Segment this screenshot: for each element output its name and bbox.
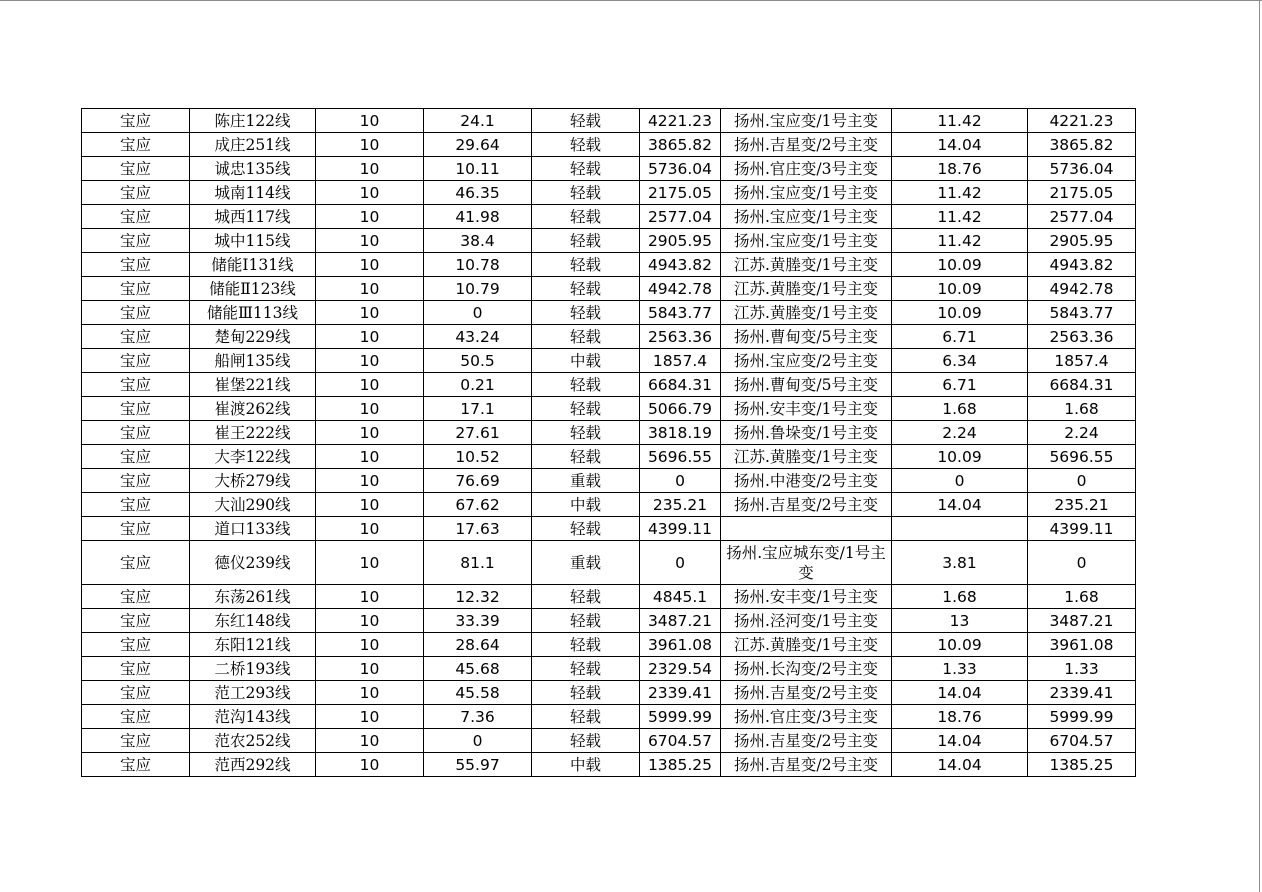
voltage-cell: 10 xyxy=(316,681,424,705)
table-row xyxy=(82,657,1136,681)
load-status-cell: 轻载 xyxy=(532,205,640,229)
voltage-cell: 10 xyxy=(316,541,424,585)
table-row xyxy=(82,373,1136,397)
region-cell: 宝应 xyxy=(82,253,190,277)
transformer-cell: 扬州.安丰变/1号主变 xyxy=(721,585,892,609)
available-capacity-cell: 2577.04 xyxy=(1028,205,1136,229)
line-name-cell: 城中115线 xyxy=(190,229,316,253)
load-status-cell: 轻载 xyxy=(532,705,640,729)
available-capacity-cell: 4943.82 xyxy=(1028,253,1136,277)
transformer-cell: 扬州.吉星变/2号主变 xyxy=(721,729,892,753)
region-cell: 宝应 xyxy=(82,181,190,205)
load-rate-cell: 33.39 xyxy=(424,609,532,633)
table-row xyxy=(82,109,1136,133)
transformer-value-cell: 14.04 xyxy=(892,133,1028,157)
load-status-cell: 重载 xyxy=(532,469,640,493)
load-rate-cell: 50.5 xyxy=(424,349,532,373)
page-border-top xyxy=(0,0,1262,1)
transformer-cell: 扬州.宝应变/1号主变 xyxy=(721,109,892,133)
transformer-cell: 扬州.曹甸变/5号主变 xyxy=(721,325,892,349)
line-name-cell: 二桥193线 xyxy=(190,657,316,681)
available-capacity-cell: 1.33 xyxy=(1028,657,1136,681)
capacity-cell: 0 xyxy=(640,541,721,585)
voltage-cell: 10 xyxy=(316,493,424,517)
transformer-cell: 扬州.宝应变/1号主变 xyxy=(721,205,892,229)
table-row xyxy=(82,541,1136,585)
region-cell: 宝应 xyxy=(82,373,190,397)
line-name-cell: 储能Ⅰ131线 xyxy=(190,253,316,277)
transformer-cell: 扬州.曹甸变/5号主变 xyxy=(721,373,892,397)
load-rate-cell: 0.21 xyxy=(424,373,532,397)
transformer-cell xyxy=(721,517,892,541)
transformer-cell: 扬州.吉星变/2号主变 xyxy=(721,681,892,705)
region-cell: 宝应 xyxy=(82,681,190,705)
load-status-cell: 轻载 xyxy=(532,109,640,133)
load-rate-cell: 28.64 xyxy=(424,633,532,657)
table-row xyxy=(82,301,1136,325)
region-cell: 宝应 xyxy=(82,729,190,753)
transformer-cell: 江苏.黄塍变/1号主变 xyxy=(721,301,892,325)
capacity-cell: 3865.82 xyxy=(640,133,721,157)
region-cell: 宝应 xyxy=(82,705,190,729)
capacity-cell: 3961.08 xyxy=(640,633,721,657)
region-cell: 宝应 xyxy=(82,277,190,301)
table-row xyxy=(82,633,1136,657)
available-capacity-cell: 6684.31 xyxy=(1028,373,1136,397)
voltage-cell: 10 xyxy=(316,229,424,253)
transformer-value-cell: 6.71 xyxy=(892,325,1028,349)
available-capacity-cell: 4399.11 xyxy=(1028,517,1136,541)
transformer-value-cell: 10.09 xyxy=(892,253,1028,277)
region-cell: 宝应 xyxy=(82,493,190,517)
capacity-cell: 5999.99 xyxy=(640,705,721,729)
line-name-cell: 崔堡221线 xyxy=(190,373,316,397)
transformer-value-cell: 0 xyxy=(892,469,1028,493)
table-row xyxy=(82,681,1136,705)
voltage-cell: 10 xyxy=(316,157,424,181)
transformer-value-cell: 10.09 xyxy=(892,633,1028,657)
line-name-cell: 东荡261线 xyxy=(190,585,316,609)
capacity-cell: 2577.04 xyxy=(640,205,721,229)
transformer-cell: 江苏.黄塍变/1号主变 xyxy=(721,277,892,301)
available-capacity-cell: 1385.25 xyxy=(1028,753,1136,777)
capacity-cell: 1385.25 xyxy=(640,753,721,777)
transformer-cell: 扬州.官庄变/3号主变 xyxy=(721,157,892,181)
load-rate-cell: 0 xyxy=(424,729,532,753)
table-row xyxy=(82,729,1136,753)
line-name-cell: 诚忠135线 xyxy=(190,157,316,181)
line-name-cell: 大李122线 xyxy=(190,445,316,469)
transformer-cell: 扬州.官庄变/3号主变 xyxy=(721,705,892,729)
load-rate-cell: 10.11 xyxy=(424,157,532,181)
voltage-cell: 10 xyxy=(316,397,424,421)
load-rate-cell: 17.1 xyxy=(424,397,532,421)
table-row xyxy=(82,517,1136,541)
available-capacity-cell: 0 xyxy=(1028,541,1136,585)
table-row xyxy=(82,277,1136,301)
transformer-value-cell: 14.04 xyxy=(892,493,1028,517)
line-name-cell: 东红148线 xyxy=(190,609,316,633)
region-cell: 宝应 xyxy=(82,469,190,493)
transformer-value-cell: 11.42 xyxy=(892,181,1028,205)
capacity-cell: 4221.23 xyxy=(640,109,721,133)
voltage-cell: 10 xyxy=(316,181,424,205)
load-status-cell: 轻载 xyxy=(532,517,640,541)
load-status-cell: 轻载 xyxy=(532,229,640,253)
region-cell: 宝应 xyxy=(82,325,190,349)
load-rate-cell: 10.78 xyxy=(424,253,532,277)
load-status-cell: 轻载 xyxy=(532,397,640,421)
line-name-cell: 范农252线 xyxy=(190,729,316,753)
table-row xyxy=(82,157,1136,181)
line-name-cell: 崔渡262线 xyxy=(190,397,316,421)
table-body xyxy=(82,109,1136,777)
available-capacity-cell: 4221.23 xyxy=(1028,109,1136,133)
transformer-cell: 江苏.黄塍变/1号主变 xyxy=(721,445,892,469)
table-row xyxy=(82,705,1136,729)
capacity-cell: 4399.11 xyxy=(640,517,721,541)
voltage-cell: 10 xyxy=(316,609,424,633)
region-cell: 宝应 xyxy=(82,517,190,541)
available-capacity-cell: 3961.08 xyxy=(1028,633,1136,657)
load-rate-cell: 17.63 xyxy=(424,517,532,541)
line-name-cell: 城西117线 xyxy=(190,205,316,229)
available-capacity-cell: 2175.05 xyxy=(1028,181,1136,205)
capacity-cell: 4943.82 xyxy=(640,253,721,277)
load-rate-cell: 7.36 xyxy=(424,705,532,729)
voltage-cell: 10 xyxy=(316,633,424,657)
region-cell: 宝应 xyxy=(82,397,190,421)
capacity-cell: 6684.31 xyxy=(640,373,721,397)
load-rate-cell: 27.61 xyxy=(424,421,532,445)
load-status-cell: 轻载 xyxy=(532,301,640,325)
line-name-cell: 楚甸229线 xyxy=(190,325,316,349)
load-status-cell: 轻载 xyxy=(532,421,640,445)
region-cell: 宝应 xyxy=(82,657,190,681)
table-row xyxy=(82,253,1136,277)
available-capacity-cell: 3487.21 xyxy=(1028,609,1136,633)
table-row xyxy=(82,421,1136,445)
transformer-value-cell: 18.76 xyxy=(892,157,1028,181)
load-rate-cell: 0 xyxy=(424,301,532,325)
transformer-cell: 江苏.黄塍变/1号主变 xyxy=(721,633,892,657)
voltage-cell: 10 xyxy=(316,133,424,157)
transformer-value-cell: 1.68 xyxy=(892,397,1028,421)
region-cell: 宝应 xyxy=(82,445,190,469)
line-name-cell: 德仪239线 xyxy=(190,541,316,585)
transformer-cell: 扬州.宝应城东变/1号主变 xyxy=(721,541,892,585)
available-capacity-cell: 3865.82 xyxy=(1028,133,1136,157)
available-capacity-cell: 5999.99 xyxy=(1028,705,1136,729)
load-rate-cell: 38.4 xyxy=(424,229,532,253)
line-name-cell: 储能Ⅲ113线 xyxy=(190,301,316,325)
load-status-cell: 轻载 xyxy=(532,373,640,397)
available-capacity-cell: 4942.78 xyxy=(1028,277,1136,301)
table-row xyxy=(82,585,1136,609)
region-cell: 宝应 xyxy=(82,609,190,633)
load-rate-cell: 55.97 xyxy=(424,753,532,777)
load-rate-cell: 76.69 xyxy=(424,469,532,493)
transformer-value-cell: 18.76 xyxy=(892,705,1028,729)
data-table xyxy=(81,108,1136,777)
transformer-value-cell: 10.09 xyxy=(892,277,1028,301)
transformer-cell: 扬州.吉星变/2号主变 xyxy=(721,493,892,517)
capacity-cell: 5066.79 xyxy=(640,397,721,421)
line-name-cell: 大桥279线 xyxy=(190,469,316,493)
transformer-value-cell: 14.04 xyxy=(892,753,1028,777)
load-rate-cell: 81.1 xyxy=(424,541,532,585)
load-status-cell: 轻载 xyxy=(532,609,640,633)
voltage-cell: 10 xyxy=(316,349,424,373)
region-cell: 宝应 xyxy=(82,753,190,777)
load-status-cell: 轻载 xyxy=(532,157,640,181)
voltage-cell: 10 xyxy=(316,253,424,277)
load-status-cell: 轻载 xyxy=(532,657,640,681)
load-rate-cell: 10.79 xyxy=(424,277,532,301)
load-status-cell: 轻载 xyxy=(532,133,640,157)
voltage-cell: 10 xyxy=(316,657,424,681)
load-rate-cell: 67.62 xyxy=(424,493,532,517)
capacity-cell: 4942.78 xyxy=(640,277,721,301)
capacity-cell: 2329.54 xyxy=(640,657,721,681)
line-name-cell: 范沟143线 xyxy=(190,705,316,729)
table-row xyxy=(82,469,1136,493)
table-row xyxy=(82,397,1136,421)
available-capacity-cell: 2339.41 xyxy=(1028,681,1136,705)
voltage-cell: 10 xyxy=(316,517,424,541)
region-cell: 宝应 xyxy=(82,301,190,325)
transformer-value-cell: 6.71 xyxy=(892,373,1028,397)
available-capacity-cell: 2905.95 xyxy=(1028,229,1136,253)
load-status-cell: 轻载 xyxy=(532,325,640,349)
voltage-cell: 10 xyxy=(316,373,424,397)
table-row xyxy=(82,205,1136,229)
load-rate-cell: 29.64 xyxy=(424,133,532,157)
capacity-cell: 2175.05 xyxy=(640,181,721,205)
transformer-value-cell: 14.04 xyxy=(892,681,1028,705)
transformer-value-cell: 13 xyxy=(892,609,1028,633)
line-name-cell: 东阳121线 xyxy=(190,633,316,657)
transformer-value-cell: 3.81 xyxy=(892,541,1028,585)
line-name-cell: 储能Ⅱ123线 xyxy=(190,277,316,301)
load-rate-cell: 45.58 xyxy=(424,681,532,705)
transformer-value-cell: 11.42 xyxy=(892,109,1028,133)
page-border-right xyxy=(1259,0,1260,892)
voltage-cell: 10 xyxy=(316,205,424,229)
line-name-cell: 道口133线 xyxy=(190,517,316,541)
available-capacity-cell: 0 xyxy=(1028,469,1136,493)
load-rate-cell: 41.98 xyxy=(424,205,532,229)
region-cell: 宝应 xyxy=(82,585,190,609)
region-cell: 宝应 xyxy=(82,157,190,181)
available-capacity-cell: 2.24 xyxy=(1028,421,1136,445)
voltage-cell: 10 xyxy=(316,277,424,301)
transformer-value-cell: 1.68 xyxy=(892,585,1028,609)
load-rate-cell: 12.32 xyxy=(424,585,532,609)
transformer-cell: 扬州.吉星变/2号主变 xyxy=(721,133,892,157)
available-capacity-cell: 5736.04 xyxy=(1028,157,1136,181)
line-name-cell: 城南114线 xyxy=(190,181,316,205)
capacity-cell: 235.21 xyxy=(640,493,721,517)
load-rate-cell: 10.52 xyxy=(424,445,532,469)
voltage-cell: 10 xyxy=(316,705,424,729)
capacity-cell: 5843.77 xyxy=(640,301,721,325)
capacity-cell: 4845.1 xyxy=(640,585,721,609)
load-status-cell: 轻载 xyxy=(532,681,640,705)
voltage-cell: 10 xyxy=(316,585,424,609)
voltage-cell: 10 xyxy=(316,729,424,753)
table-row xyxy=(82,493,1136,517)
region-cell: 宝应 xyxy=(82,205,190,229)
available-capacity-cell: 1857.4 xyxy=(1028,349,1136,373)
load-status-cell: 中载 xyxy=(532,493,640,517)
line-name-cell: 范西292线 xyxy=(190,753,316,777)
transformer-cell: 扬州.宝应变/1号主变 xyxy=(721,229,892,253)
transformer-cell: 扬州.宝应变/1号主变 xyxy=(721,181,892,205)
load-status-cell: 轻载 xyxy=(532,633,640,657)
available-capacity-cell: 235.21 xyxy=(1028,493,1136,517)
load-rate-cell: 24.1 xyxy=(424,109,532,133)
capacity-cell: 2905.95 xyxy=(640,229,721,253)
transformer-cell: 江苏.黄塍变/1号主变 xyxy=(721,253,892,277)
load-status-cell: 轻载 xyxy=(532,253,640,277)
transformer-value-cell: 14.04 xyxy=(892,729,1028,753)
available-capacity-cell: 5696.55 xyxy=(1028,445,1136,469)
transformer-value-cell xyxy=(892,517,1028,541)
table-row xyxy=(82,753,1136,777)
region-cell: 宝应 xyxy=(82,133,190,157)
line-name-cell: 崔王222线 xyxy=(190,421,316,445)
load-status-cell: 重载 xyxy=(532,541,640,585)
transformer-cell: 扬州.长沟变/2号主变 xyxy=(721,657,892,681)
load-status-cell: 中载 xyxy=(532,349,640,373)
capacity-cell: 5696.55 xyxy=(640,445,721,469)
line-name-cell: 船闸135线 xyxy=(190,349,316,373)
region-cell: 宝应 xyxy=(82,349,190,373)
load-status-cell: 轻载 xyxy=(532,277,640,301)
capacity-cell: 3487.21 xyxy=(640,609,721,633)
table-row xyxy=(82,349,1136,373)
voltage-cell: 10 xyxy=(316,301,424,325)
load-status-cell: 轻载 xyxy=(532,729,640,753)
load-rate-cell: 46.35 xyxy=(424,181,532,205)
load-rate-cell: 43.24 xyxy=(424,325,532,349)
capacity-cell: 3818.19 xyxy=(640,421,721,445)
capacity-cell: 1857.4 xyxy=(640,349,721,373)
voltage-cell: 10 xyxy=(316,109,424,133)
region-cell: 宝应 xyxy=(82,421,190,445)
voltage-cell: 10 xyxy=(316,325,424,349)
capacity-cell: 2339.41 xyxy=(640,681,721,705)
table-row xyxy=(82,445,1136,469)
voltage-cell: 10 xyxy=(316,469,424,493)
load-status-cell: 轻载 xyxy=(532,181,640,205)
transformer-value-cell: 10.09 xyxy=(892,301,1028,325)
transformer-cell: 扬州.鲁垛变/1号主变 xyxy=(721,421,892,445)
load-status-cell: 轻载 xyxy=(532,585,640,609)
transformer-cell: 扬州.泾河变/1号主变 xyxy=(721,609,892,633)
transformer-value-cell: 1.33 xyxy=(892,657,1028,681)
transformer-value-cell: 11.42 xyxy=(892,205,1028,229)
voltage-cell: 10 xyxy=(316,753,424,777)
table-row xyxy=(82,229,1136,253)
transformer-cell: 扬州.中港变/2号主变 xyxy=(721,469,892,493)
table-row xyxy=(82,609,1136,633)
region-cell: 宝应 xyxy=(82,109,190,133)
voltage-cell: 10 xyxy=(316,421,424,445)
line-name-cell: 大汕290线 xyxy=(190,493,316,517)
load-status-cell: 中载 xyxy=(532,753,640,777)
transformer-value-cell: 10.09 xyxy=(892,445,1028,469)
line-name-cell: 成庄251线 xyxy=(190,133,316,157)
line-name-cell: 范工293线 xyxy=(190,681,316,705)
region-cell: 宝应 xyxy=(82,541,190,585)
transformer-cell: 扬州.吉星变/2号主变 xyxy=(721,753,892,777)
transformer-value-cell: 6.34 xyxy=(892,349,1028,373)
voltage-cell: 10 xyxy=(316,445,424,469)
capacity-cell: 6704.57 xyxy=(640,729,721,753)
capacity-cell: 5736.04 xyxy=(640,157,721,181)
line-name-cell: 陈庄122线 xyxy=(190,109,316,133)
transformer-value-cell: 2.24 xyxy=(892,421,1028,445)
transformer-value-cell: 11.42 xyxy=(892,229,1028,253)
transformer-cell: 扬州.宝应变/2号主变 xyxy=(721,349,892,373)
region-cell: 宝应 xyxy=(82,229,190,253)
table-row xyxy=(82,181,1136,205)
capacity-cell: 0 xyxy=(640,469,721,493)
transformer-cell: 扬州.安丰变/1号主变 xyxy=(721,397,892,421)
capacity-cell: 2563.36 xyxy=(640,325,721,349)
load-rate-cell: 45.68 xyxy=(424,657,532,681)
available-capacity-cell: 2563.36 xyxy=(1028,325,1136,349)
available-capacity-cell: 1.68 xyxy=(1028,585,1136,609)
region-cell: 宝应 xyxy=(82,633,190,657)
available-capacity-cell: 1.68 xyxy=(1028,397,1136,421)
available-capacity-cell: 6704.57 xyxy=(1028,729,1136,753)
table-row xyxy=(82,325,1136,349)
table-row xyxy=(82,133,1136,157)
load-status-cell: 轻载 xyxy=(532,445,640,469)
available-capacity-cell: 5843.77 xyxy=(1028,301,1136,325)
